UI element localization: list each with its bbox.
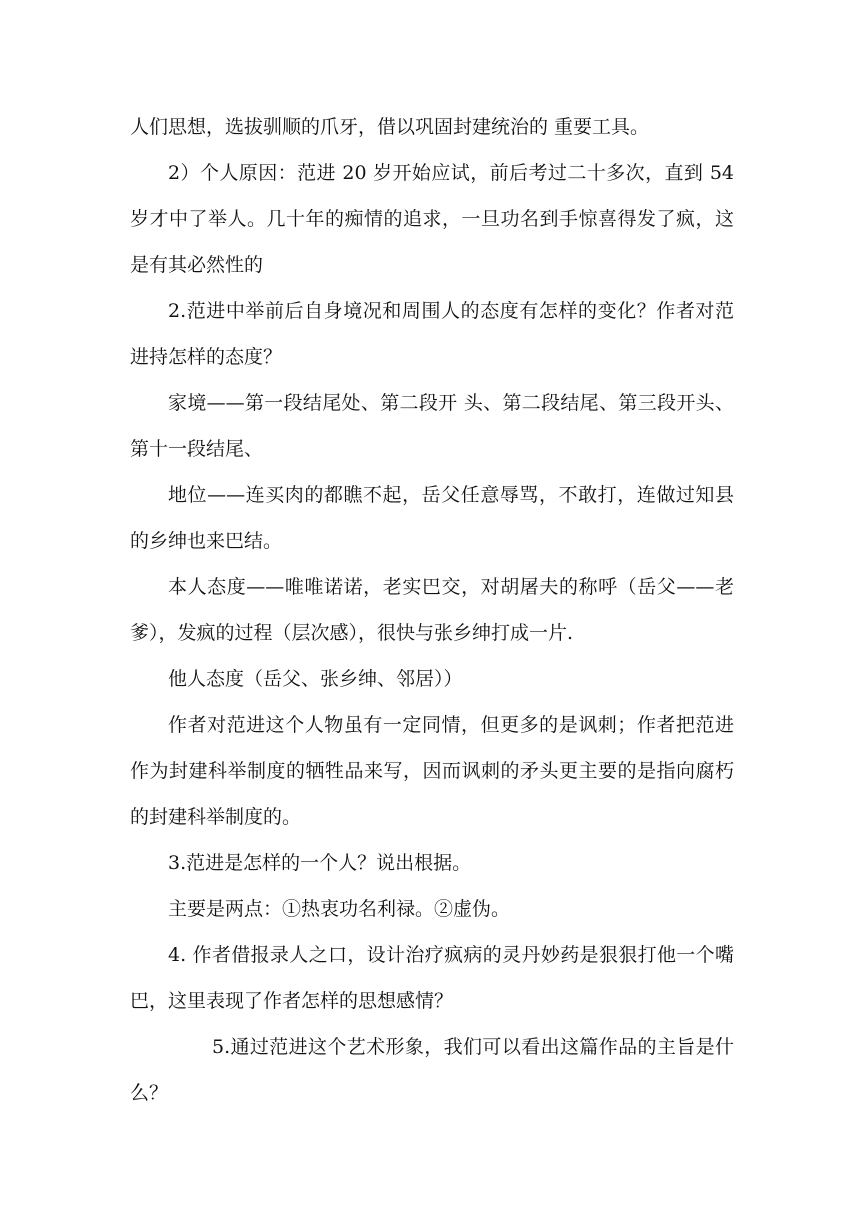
question-5: 5.通过范进这个艺术形象，我们可以看出这篇作品的主旨是什么？ — [130, 1036, 734, 1104]
answer-own-attitude: 本人态度——唯唯诺诺，老实巴交，对胡屠夫的称呼（岳父——老爹），发疯的过程（层次感），很快与张乡绅打成一片. — [130, 576, 734, 644]
answer-3: 主要是两点：①热衷功名利禄。②虚伪。 — [168, 898, 511, 920]
paragraph-personal-reason: 2）个人原因：范进 20 岁开始应试，前后考过二十多次，直到 54 岁才中了举人。几十年的痴情的追求，一旦功名到手惊喜得发了疯，这是有其必然性的 — [130, 162, 734, 276]
question-2: 2.范进中举前后自身境况和周围人的态度有怎样的变化？作者对范进持怎样的态度？ — [130, 300, 734, 368]
answer-family-situation: 家境——第一段结尾处、第二段开 头、第二段结尾、第三段开头、第十一段结尾、 — [130, 392, 734, 460]
paragraph-continuation: 人们思想，选拔驯顺的爪牙，借以巩固封建统治的 重要工具。 — [130, 116, 650, 138]
question-3: 3.范进是怎样的一个人？说出根据。 — [168, 852, 472, 874]
document-page — [130, 104, 734, 1116]
question-4: 4. 作者借报录人之口，设计治疗疯病的灵丹妙药是狠狠打他一个嘴巴，这里表现了作者怎样的思想感情？ — [130, 944, 734, 1012]
answer-others-attitude: 他人态度（岳父、张乡绅、邻居）） — [168, 668, 463, 690]
answer-social-status: 地位——连买肉的都瞧不起，岳父任意辱骂，不敢打，连做过知县的乡绅也来巴结。 — [130, 484, 734, 552]
answer-author-attitude: 作者对范进这个人物虽有一定同情，但更多的是讽刺；作者把范进作为封建科举制度的牺牲品来写，因而讽刺的矛头更主要的是指向腐朽的封建科举制度的。 — [130, 714, 734, 828]
